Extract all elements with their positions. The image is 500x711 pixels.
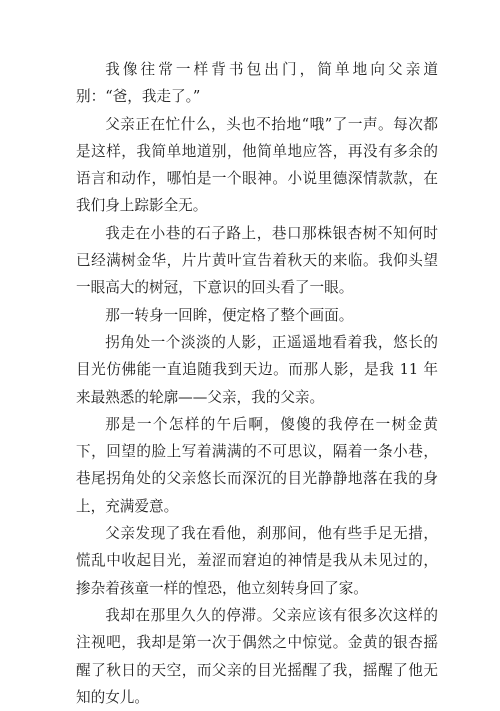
paragraph-3: 我走在小巷的石子路上，巷口那株银杏树不知何时已经满树金华，片片黄叶宣告着秋天的来临。我仰头望一眼高大的树冠，下意识的回头看了一眼。	[76, 224, 438, 297]
document-body	[76, 56, 438, 711]
paragraph-4: 那一转身一回眸，便定格了整个画面。	[105, 306, 354, 324]
paragraph-1: 我像往常一样背书包出门，简单地向父亲道别：“爸，我走了。”	[76, 61, 438, 106]
paragraph-8: 我却在那里久久的停滞。父亲应该有很多次这样的注视吧，我却是第一次于偶然之中惊觉。金黄的银杏摇醒了秋日的天空，而父亲的目光摇醒了我，摇醒了他无知的女儿。	[76, 606, 438, 706]
paragraph-7: 父亲发现了我在看他，刹那间，他有些手足无措，慌乱中收起目光，羞涩而窘迫的神情是我从未见过的，掺杂着孩童一样的惶恐，他立刻转身回了家。	[76, 525, 438, 597]
paragraph-6: 那是一个怎样的午后啊，傻傻的我停在一树金黄下，回望的脸上写着满满的不可思议，隔着一条小巷，巷尾拐角处的父亲悠长而深沉的目光静静地落在我的身上，充满爱意。	[76, 415, 438, 515]
paragraph-5: 拐角处一个淡淡的人影，正遥遥地看着我，悠长的目光仿佛能一直追随我到天边。而那人影，是我 11 年来最熟悉的轮廓——父亲，我的父亲。	[76, 333, 438, 406]
paragraph-2: 父亲正在忙什么，头也不抬地“哦”了一声。每次都是这样，我简单地道别，他简单地应答，再没有多余的语言和动作，哪怕是一个眼神。小说里德深情款款，在我们身上踪影全无。	[76, 115, 438, 215]
